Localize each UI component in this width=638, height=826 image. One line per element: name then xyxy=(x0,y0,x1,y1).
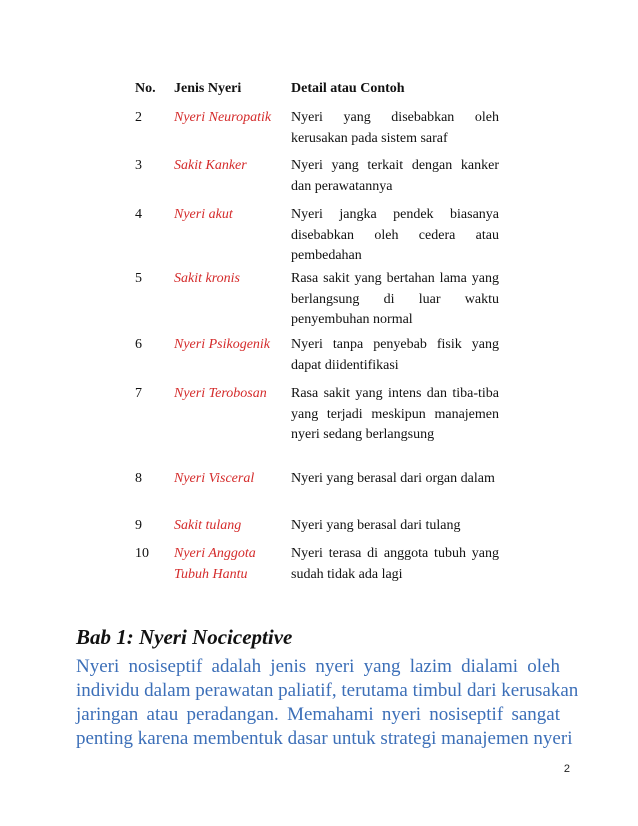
row-number: 10 xyxy=(135,546,149,561)
pain-type-detail: Rasa sakit yang bertahan lama yang berlangsung di luar waktu penyembuhan normal xyxy=(291,271,499,327)
pain-type-detail: Nyeri yang terkait dengan kanker dan perawatannya xyxy=(291,158,499,194)
pain-type-detail: Rasa sakit yang intens dan tiba-tiba yang terjadi meskipun manajemen nyeri sedang berlangsung xyxy=(291,386,499,442)
pain-type-name: Sakit Kanker xyxy=(174,158,247,173)
paragraph-line: jaringan atau peradangan. Memahami nyeri nosiseptif sangat xyxy=(76,704,560,725)
row-number: 4 xyxy=(135,207,142,222)
pain-type-name: Sakit kronis xyxy=(174,271,240,286)
row-number: 3 xyxy=(135,158,142,173)
row-number: 7 xyxy=(135,386,142,401)
pain-type-detail: Nyeri yang berasal dari tulang xyxy=(291,518,461,533)
page-number: 2 xyxy=(563,763,570,775)
row-number: 6 xyxy=(135,337,142,352)
paragraph-line: penting karena membentuk dasar untuk strategi manajemen nyeri xyxy=(76,728,573,749)
paragraph-line: Nyeri nosiseptif adalah jenis nyeri yang lazim dialami oleh xyxy=(76,656,560,677)
row-number: 5 xyxy=(135,271,142,286)
pain-type-name: Nyeri akut xyxy=(174,207,233,222)
pain-type-name: Nyeri Visceral xyxy=(174,471,255,486)
pain-type-detail: Nyeri jangka pendek biasanya disebabkan oleh cedera atau pembedahan xyxy=(291,207,499,263)
section-paragraph xyxy=(76,655,579,751)
row-number: 8 xyxy=(135,471,142,486)
header-detail: Detail atau Contoh xyxy=(291,81,405,96)
pain-type-detail: Nyeri yang berasal dari organ dalam xyxy=(291,471,495,486)
pain-type-detail: Nyeri yang disebabkan oleh kerusakan pada sistem saraf xyxy=(291,110,499,146)
section-heading: Bab 1: Nyeri Nociceptive xyxy=(76,625,293,649)
pain-type-name: Nyeri Terobosan xyxy=(174,386,267,401)
pain-type-name: Nyeri Psikogenik xyxy=(174,337,271,352)
pain-type-name: Nyeri Neuropatik xyxy=(174,110,272,125)
row-number: 2 xyxy=(135,110,142,125)
header-no: No. xyxy=(135,81,156,96)
paragraph-line: individu dalam perawatan paliatif, terutama timbul dari kerusakan xyxy=(76,680,579,701)
row-number: 9 xyxy=(135,518,142,533)
pain-type-name: Sakit tulang xyxy=(174,518,242,533)
pain-type-detail: Nyeri tanpa penyebab fisik yang dapat diidentifikasi xyxy=(291,337,499,373)
pain-type-name: Nyeri Anggota Tubuh Hantu xyxy=(174,546,256,582)
header-jenis-nyeri: Jenis Nyeri xyxy=(174,81,242,96)
pain-type-detail: Nyeri terasa di anggota tubuh yang sudah tidak ada lagi xyxy=(291,546,499,582)
